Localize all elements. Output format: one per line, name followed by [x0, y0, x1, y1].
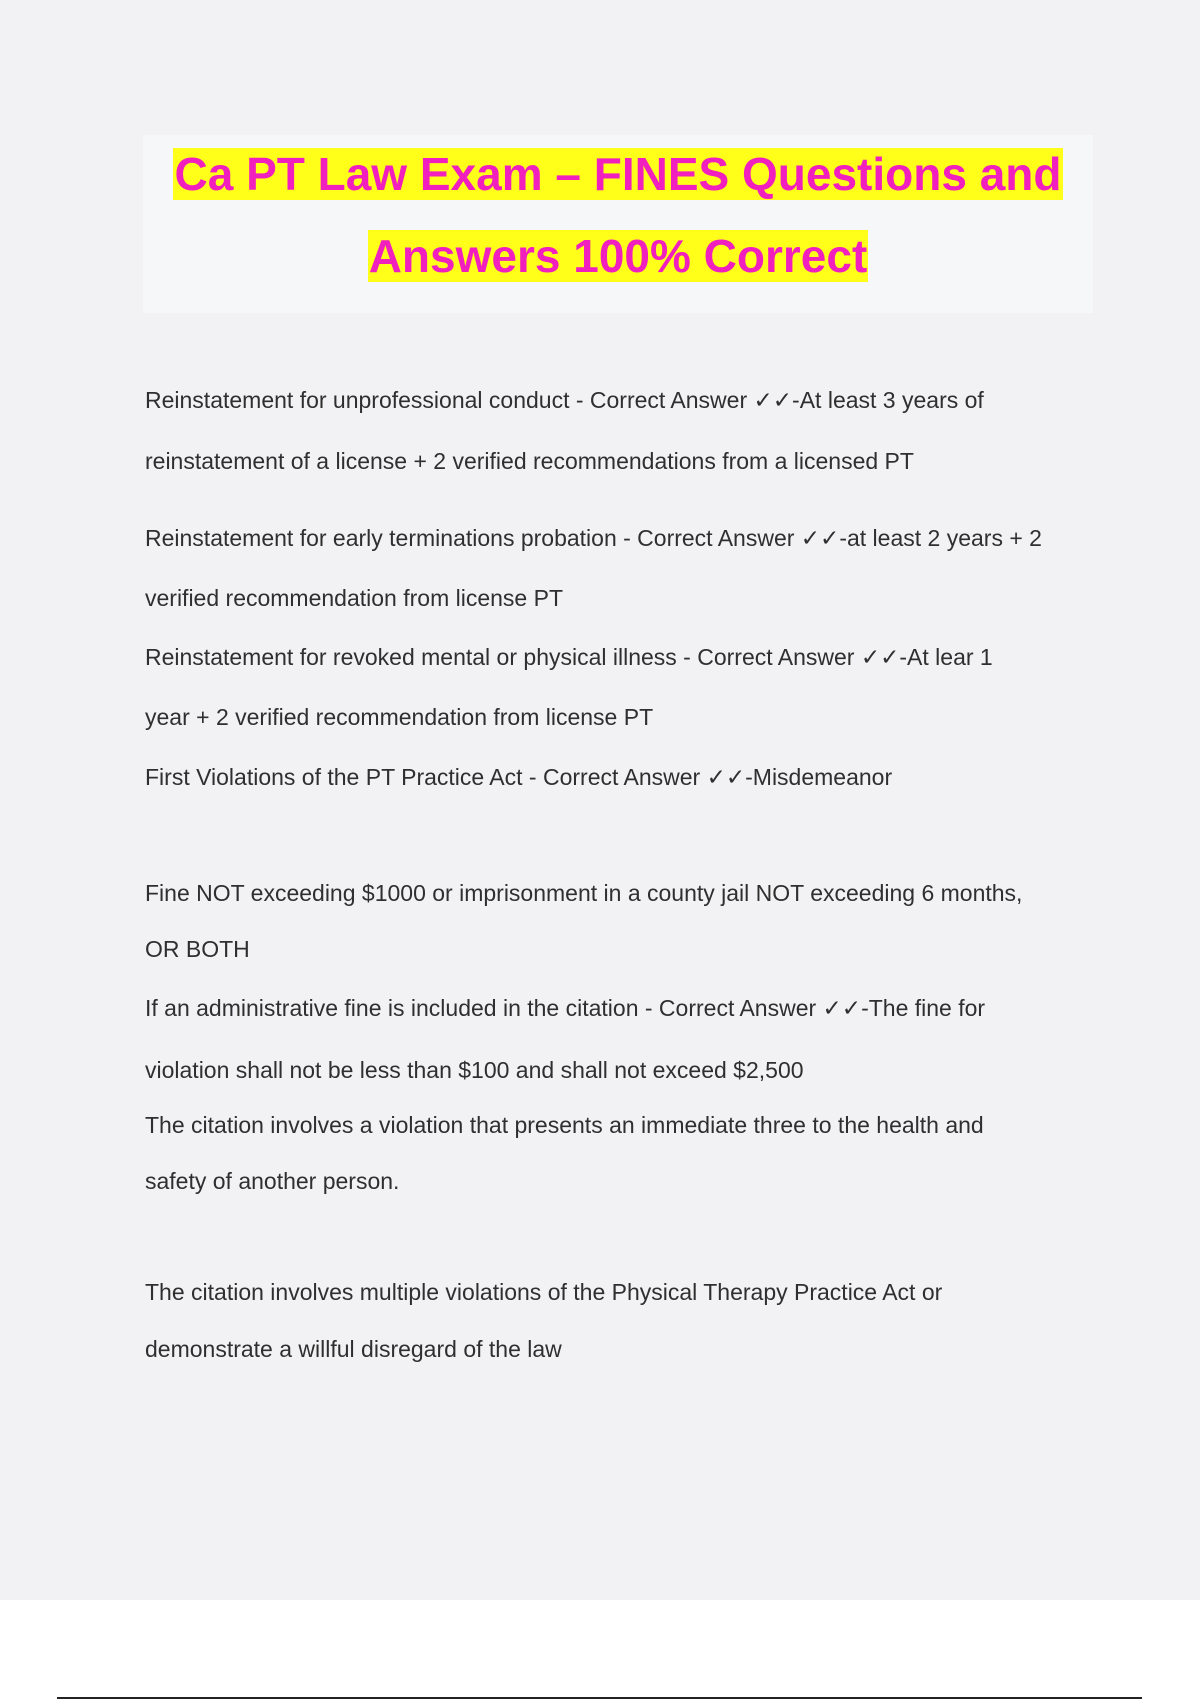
text-line: First Violations of the PT Practice Act - Correct Answer ✓✓-Misdemeanor — [145, 764, 893, 790]
text-line: If an administrative fine is included in the citation - Correct Answer ✓✓-The fine for — [145, 995, 986, 1021]
title-line-1-text: Ca PT Law Exam – FINES Questions and — [174, 148, 1062, 200]
text-line: The citation involves a violation that presents an immediate three to the health and — [145, 1112, 984, 1138]
text-line: verified recommendation from license PT — [145, 585, 563, 611]
page-divider — [57, 1697, 1142, 1699]
title-line-2-text: Answers 100% Correct — [368, 230, 868, 282]
title-line-2 — [143, 228, 1093, 284]
text-line: The citation involves multiple violations of the Physical Therapy Practice Act or — [145, 1279, 943, 1305]
text-line: demonstrate a willful disregard of the law — [145, 1336, 562, 1362]
text-line: Reinstatement for revoked mental or physical illness - Correct Answer ✓✓-At lear 1 — [145, 644, 993, 670]
text-line: violation shall not be less than $100 and shall not exceed $2,500 — [145, 1057, 804, 1083]
title-block — [143, 135, 1093, 313]
text-line: Reinstatement for early terminations probation - Correct Answer ✓✓-at least 2 years + 2 — [145, 525, 1042, 551]
text-line: safety of another person. — [145, 1168, 400, 1194]
text-line: year + 2 verified recommendation from license PT — [145, 704, 654, 730]
text-line: reinstatement of a license + 2 verified recommendations from a licensed PT — [145, 448, 914, 474]
text-line: Reinstatement for unprofessional conduct - Correct Answer ✓✓-At least 3 years of — [145, 387, 984, 413]
text-line: Fine NOT exceeding $1000 or imprisonment in a county jail NOT exceeding 6 months, — [145, 880, 1023, 906]
text-line: OR BOTH — [145, 936, 250, 962]
title-line-1 — [143, 146, 1093, 202]
